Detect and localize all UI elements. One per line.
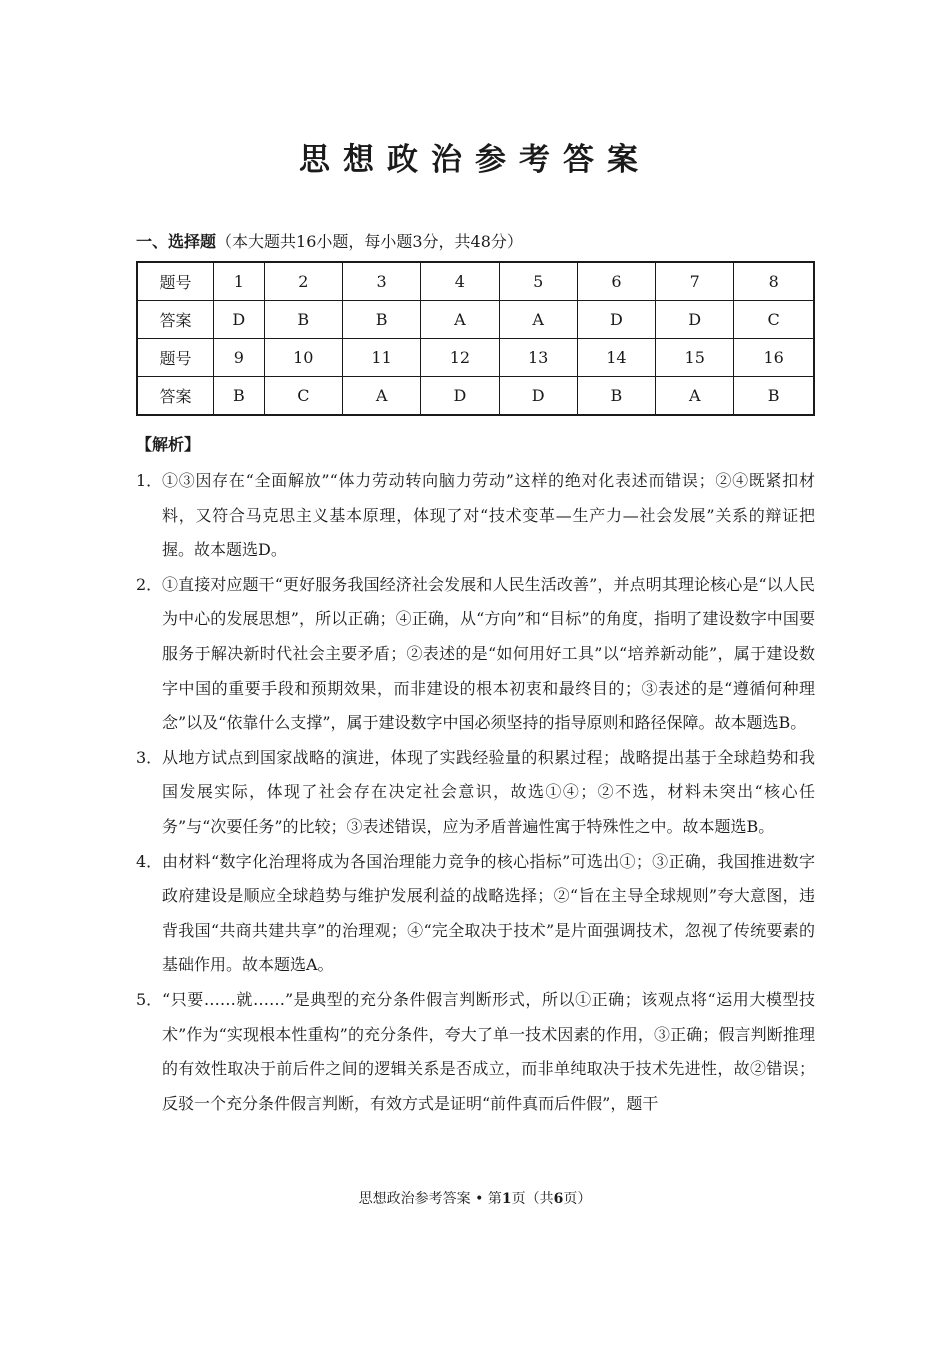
table-cell: C [734,301,814,339]
table-cell: 11 [342,339,420,377]
table-row [137,377,814,416]
table-cell: 3 [342,262,420,301]
table-cell: A [499,301,577,339]
item-number: 4． [136,851,163,871]
table-cell: D [421,377,499,416]
footer-prefix: 思想政治参考答案 • 第 [358,1191,502,1207]
row-header: 题号 [137,339,214,377]
section-note: （本大题共16小题，每小题3分，共48分） [216,232,523,251]
explanation-list [136,464,815,1121]
table-cell: B [214,377,265,416]
table-cell: A [342,377,420,416]
table-cell: 13 [499,339,577,377]
table-cell: 9 [214,339,265,377]
section-label: 一、选择题 [136,232,217,251]
row-header: 答案 [137,377,214,416]
item-number: 5． [136,989,163,1009]
answer-table [136,261,815,416]
item-text: 从地方试点到国家战略的演进，体现了实践经验量的积累过程；战略提出基于全球趋势和我国发展实际，体现了社会存在决定社会意识，故选①④；②不选，材料未突出“核心任务”与“次要任务”的比较；③表述错误，应为矛盾普遍性寓于特殊性之中。故本题选B。 [162,747,815,836]
explanation-item [136,741,815,845]
table-cell: 15 [656,339,734,377]
table-row [137,339,814,377]
table-cell: D [577,301,655,339]
table-cell: B [342,301,420,339]
explanation-item [136,568,815,741]
table-cell: B [734,377,814,416]
table-cell: 1 [214,262,265,301]
table-cell: A [656,377,734,416]
table-cell: D [214,301,265,339]
table-cell: A [421,301,499,339]
footer-total-pages: 6 [553,1191,564,1207]
row-header: 答案 [137,301,214,339]
table-cell: C [264,377,342,416]
item-number: 3． [136,747,163,767]
table-cell: 8 [734,262,814,301]
item-text: ①直接对应题干“更好服务我国经济社会发展和人民生活改善”，并点明其理论核心是“以人民为中心的发展思想”，所以正确；④正确，从“方向”和“目标”的角度，指明了建设数字中国要服务于解决新时代社会主要矛盾；②表述的是“如何用好工具”以“培养新动能”，属于建设数字中国的重要手段和预期效果，而非建设的根本初衷和最终目的；③表述的是“遵循何种理念”以及“依靠什么支撑”，属于建设数字中国必须坚持的指导原则和路径保障。故本题选B。 [162,574,815,733]
page-title: 思想政治参考答案 [299,142,651,178]
explanation-item [136,464,815,568]
item-number: 1． [136,471,163,490]
section-heading [136,230,523,254]
table-cell: 2 [264,262,342,301]
table-cell: B [577,377,655,416]
item-number: 2． [136,574,163,594]
table-cell: D [656,301,734,339]
footer-suffix: 页） [563,1191,592,1207]
page-footer [0,1189,950,1209]
table-cell: 6 [577,262,655,301]
table-cell: 16 [734,339,814,377]
table-cell: 4 [421,262,499,301]
table-row [137,262,814,301]
item-text: ①③因存在“全面解放”“体力劳动转向脑力劳动”这样的绝对化表述而错误；②④既紧扣材料，又符合马克思主义基本原理，体现了对“技术变革—生产力—社会发展”关系的辩证把握。故本题选D。 [162,471,815,560]
item-text: 由材料“数字化治理将成为各国治理能力竞争的核心指标”可选出①；③正确，我国推进数字政府建设是顺应全球趋势与维护发展利益的战略选择；②“旨在主导全球规则”夸大意图，违背我国“共商共建共享”的治理观；④“完全取决于技术”是片面强调技术，忽视了传统要素的基础作用。故本题选A。 [162,851,815,975]
footer-page-number: 1 [501,1191,512,1207]
table-cell: 7 [656,262,734,301]
table-cell: 10 [264,339,342,377]
table-cell: D [499,377,577,416]
row-header: 题号 [137,262,214,301]
table-cell: 12 [421,339,499,377]
table-cell: 14 [577,339,655,377]
table-cell: B [264,301,342,339]
table-cell: 5 [499,262,577,301]
analysis-heading: 【解析】 [136,435,201,454]
explanation-item [136,845,815,983]
footer-middle: 页（共 [511,1191,554,1207]
item-text: “只要……就……”是典型的充分条件假言判断形式，所以①正确；该观点将“运用大模型技术”作为“实现根本性重构”的充分条件，夸大了单一技术因素的作用，③正确；假言判断推理的有效性取决于前后件之间的逻辑关系是否成立，而非单纯取决于技术先进性，故②错误；反驳一个充分条件假言判断，有效方式是证明“前件真而后件假”，题干 [162,989,815,1113]
explanation-item [136,983,815,1121]
table-row [137,301,814,339]
